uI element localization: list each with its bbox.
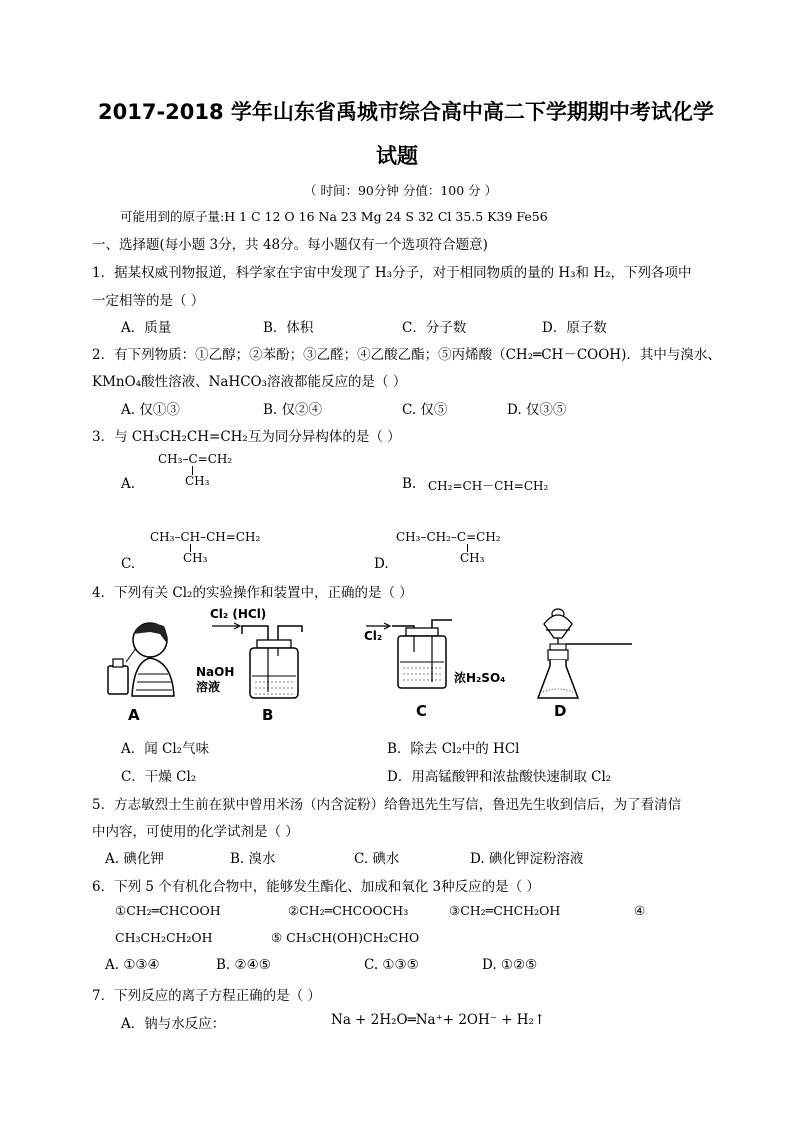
q4-stem: 4．下列有关 Cl₂的实验操作和装置中，正确的是（ ） — [92, 585, 413, 601]
q5-option-d: D. 碘化钾淀粉溶液 — [470, 851, 584, 867]
q7-option-a-equation: Na + 2H₂O═Na⁺+ 2OH⁻ + H₂↑ — [331, 1012, 546, 1028]
q4-apparatus-figure — [92, 604, 652, 726]
q3-stem: 3．与 CH₃CH₂CH=CH₂互为同分异构体的是（ ） — [92, 429, 401, 445]
q6-compound-2: ②CH₂═CHCOOCH₃ — [288, 903, 409, 918]
q3-option-d: D. — [374, 556, 389, 572]
q5-stem-line1: 5．方志敏烈士生前在狱中曾用米汤（内含淀粉）给鲁迅先生写信，鲁迅先生收到信后，为了看清信 — [92, 797, 682, 813]
figure-b-solution-label: 溶液 — [196, 680, 221, 694]
q6-option-d: D. ①②⑤ — [482, 957, 538, 973]
figure-label-b: B — [262, 706, 274, 724]
figure-b-gas-label: Cl₂ (HCl) — [210, 607, 267, 621]
q6-option-b: B. ②④⑤ — [216, 957, 271, 973]
q6-option-a: A. ①③④ — [105, 957, 160, 973]
q7-option-a-label: A．钠与水反应： — [121, 1016, 226, 1032]
q3-structure-d-branch: CH₃ — [460, 551, 485, 565]
q3-structure-c-branch: CH₃ — [183, 551, 208, 565]
section-heading: 一、选择题(每小题 3分，共 48分。每小题仅有一个选项符合题意) — [92, 237, 488, 253]
q2-stem-line1: 2．有下列物质：①乙醇；②苯酚；③乙醛；④乙酸乙酯；⑤丙烯酸（CH₂═CH－COOH)．其中与溴水、 — [92, 347, 721, 363]
atomic-masses: 可能用到的原子量:H 1 C 12 O 16 Na 23 Mg 24 S 32 Cl 35.5 K39 Fe56 — [120, 209, 548, 224]
q2-stem-line2: KMnO₄酸性溶液、NaHCO₃溶液都能反应的是（ ） — [92, 374, 407, 390]
q4-option-c: C．干燥 Cl₂ — [121, 769, 197, 785]
figure-label-d: D — [554, 702, 567, 720]
q4-option-a: A．闻 Cl₂气味 — [121, 741, 210, 757]
title-line-1: 2017-2018 学年山东省禹城市综合高中高二下学期期中考试化学 — [98, 100, 714, 124]
q5-stem-line2: 中内容，可使用的化学试剂是（ ） — [92, 824, 299, 840]
q5-option-c: C. 碘水 — [354, 851, 400, 867]
figure-d-flask-with-funnel — [538, 609, 632, 720]
q2-option-d: D. 仅③⑤ — [507, 402, 567, 418]
figure-c-h2so4-drying-bottle — [364, 620, 505, 720]
q3-structure-a-branch: CH₃ — [185, 474, 210, 488]
q6-compound-4-marker: ④ — [634, 903, 646, 918]
q3-option-a: A. — [121, 476, 136, 492]
q3-structure-b: CH₂=CH－CH=CH₂ — [428, 479, 549, 493]
q1-option-c: C．分子数 — [402, 320, 467, 336]
figure-b-naoh-label: NaOH — [196, 665, 235, 679]
q6-compound-1: ①CH₂═CHCOOH — [115, 903, 221, 918]
figure-a-person-smelling — [108, 623, 174, 724]
figure-label-a: A — [128, 706, 140, 724]
figure-c-acid-label: 浓H₂SO₄ — [454, 671, 506, 685]
q5-option-a: A. 碘化钾 — [105, 851, 164, 867]
q1-option-d: D．原子数 — [542, 320, 607, 336]
q3-structure-d-main: CH₃–CH₂–C=CH₂ — [396, 530, 501, 544]
figure-b-naoh-wash-bottle — [196, 607, 302, 724]
figure-label-c: C — [416, 702, 428, 720]
q1-option-a: A．质量 — [121, 320, 172, 336]
q3-structure-a-main: CH₃–C=CH₂ — [158, 452, 233, 466]
q6-compound-3: ③CH₂═CHCH₂OH — [449, 903, 561, 918]
q2-option-b: B. 仅②④ — [263, 402, 323, 418]
q1-stem-line1: 1．据某权威刊物报道，科学家在宇宙中发现了 H₃分子，对于相同物质的量的 H₃和 H₂，下列各项中 — [92, 265, 692, 281]
q6-stem: 6．下列 5 个有机化合物中，能够发生酯化、加成和氧化 3种反应的是（ ） — [92, 879, 540, 895]
q7-stem: 7．下列反应的离子方程正确的是（ ） — [92, 988, 321, 1004]
title-line-2: 试题 — [376, 144, 418, 168]
q2-option-a: A. 仅①③ — [121, 402, 180, 418]
q2-option-c: C. 仅⑤ — [402, 402, 448, 418]
exam-info: （ 时间：90分钟 分值：100 分 ） — [304, 183, 498, 198]
q5-option-b: B. 溴水 — [230, 851, 276, 867]
q3-option-b: B. — [402, 476, 417, 492]
q4-option-b: B．除去 Cl₂中的 HCl — [387, 741, 520, 757]
q3-option-c: C. — [121, 556, 136, 572]
q6-compound-4: CH₃CH₂CH₂OH — [115, 930, 213, 945]
q4-option-d: D．用高锰酸钾和浓盐酸快速制取 Cl₂ — [387, 769, 612, 785]
figure-c-gas-label: Cl₂ — [364, 629, 383, 643]
q1-stem-line2: 一定相等的是（ ） — [92, 293, 205, 309]
q6-compound-5: ⑤ CH₃CH(OH)CH₂CHO — [271, 930, 420, 945]
q6-option-c: C. ①③⑤ — [364, 957, 419, 973]
q1-option-b: B．体积 — [263, 320, 314, 336]
q3-structure-c-main: CH₃–CH–CH=CH₂ — [150, 530, 261, 544]
